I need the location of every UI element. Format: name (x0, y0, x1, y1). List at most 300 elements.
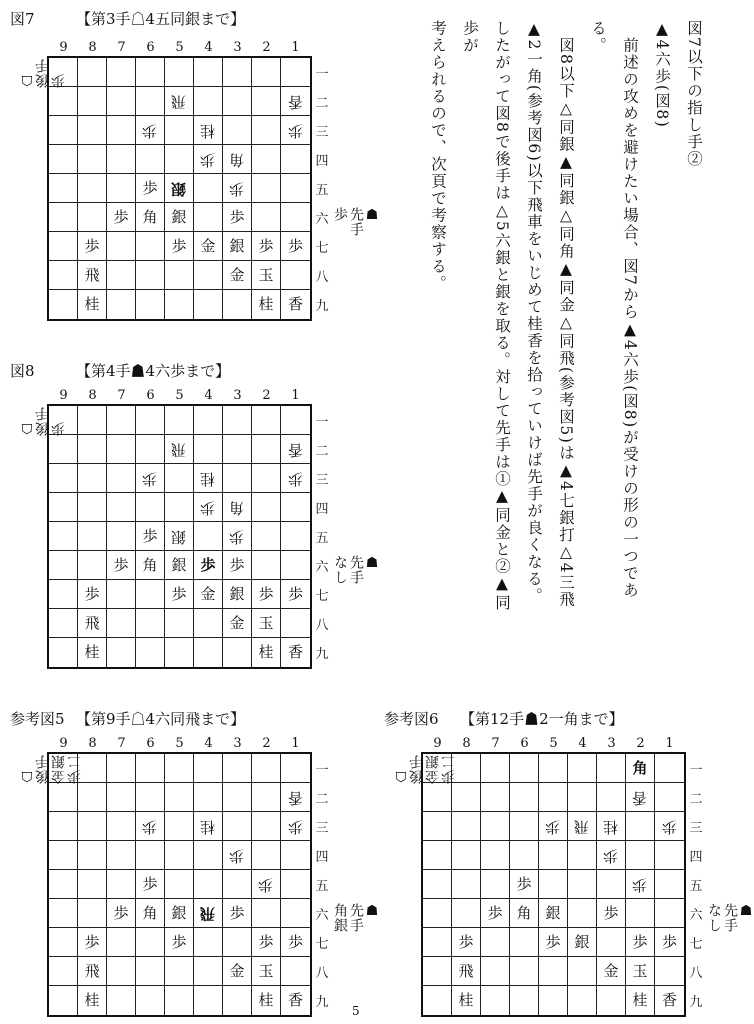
board-square (107, 957, 136, 986)
board-square (281, 986, 310, 1015)
board-square (655, 812, 684, 841)
board-square (49, 928, 78, 957)
board-square (423, 841, 452, 870)
gote-piece: 歩 (287, 817, 303, 836)
rank-number: 三 (315, 125, 329, 140)
board-square (539, 754, 568, 783)
board-square (78, 87, 107, 116)
board-square (481, 986, 510, 1015)
board-square (281, 899, 310, 928)
gote-piece: 飛 (171, 440, 187, 459)
board-square (107, 435, 136, 464)
board-square (252, 493, 281, 522)
board-square (281, 87, 310, 116)
file-number: 2 (636, 736, 645, 751)
board-square (165, 261, 194, 290)
gote-piece: 香 (287, 440, 303, 459)
board-square (223, 116, 252, 145)
shogi-board (47, 752, 312, 1017)
gote-hand-pieces: 歩 (51, 73, 67, 88)
board-square (223, 754, 252, 783)
board-square (194, 522, 223, 551)
board-square (452, 899, 481, 928)
gote-hand-pieces: 歩 (51, 421, 67, 436)
board-square (223, 957, 252, 986)
rank-number: 二 (315, 444, 329, 459)
gote-piece: 銀 (171, 527, 187, 546)
board-square (107, 580, 136, 609)
board-square (626, 928, 655, 957)
board-square (223, 841, 252, 870)
gote-hand (19, 58, 67, 88)
board-square (281, 116, 310, 145)
board-square (78, 841, 107, 870)
board-square (655, 899, 684, 928)
board-square (194, 899, 223, 928)
board-square (281, 957, 310, 986)
board-square (165, 522, 194, 551)
board-square (194, 957, 223, 986)
gote-hand-label: 後手 (409, 754, 425, 784)
board-square (281, 580, 310, 609)
sente-piece: 歩 (516, 874, 532, 893)
board-square (626, 812, 655, 841)
board-square (597, 812, 626, 841)
file-number: 3 (607, 736, 616, 751)
file-number: 5 (175, 736, 184, 751)
board-square (165, 87, 194, 116)
rank-number: 八 (689, 966, 703, 981)
board-square (165, 580, 194, 609)
gote-mark-icon: ☖ (19, 767, 35, 784)
board-square (49, 957, 78, 986)
sente-piece: 金 (200, 236, 216, 255)
sente-piece: 銀 (574, 932, 590, 951)
board-square (510, 754, 539, 783)
sente-piece: 香 (661, 991, 677, 1009)
board-square (107, 493, 136, 522)
file-number: 9 (59, 388, 68, 403)
board-square (252, 58, 281, 87)
board-square (194, 870, 223, 899)
board-square (223, 464, 252, 493)
gote-piece: 歩 (142, 817, 158, 836)
board-square (165, 986, 194, 1015)
gote-piece: 香 (632, 788, 648, 807)
board-square (423, 928, 452, 957)
gote-hand-pieces: 金銀歩二 (425, 754, 457, 784)
board-square (107, 609, 136, 638)
board-square (252, 232, 281, 261)
board-square (78, 638, 107, 667)
sente-piece: 歩 (84, 236, 100, 255)
board-square (136, 986, 165, 1015)
board-square (107, 203, 136, 232)
board-square (107, 899, 136, 928)
sente-piece: 歩 (603, 903, 619, 922)
diagram-title: 【第4手☗4六歩まで】 (76, 362, 231, 380)
file-number: 3 (233, 736, 242, 751)
board-square (252, 986, 281, 1015)
board-square (194, 986, 223, 1015)
rank-number: 六 (315, 908, 329, 923)
board-square (136, 754, 165, 783)
board-square (78, 406, 107, 435)
board-square (136, 87, 165, 116)
sente-piece: 銀 (171, 207, 187, 226)
board-square (510, 812, 539, 841)
article-line: ▲4六歩(図8) (653, 20, 671, 129)
board-square (452, 986, 481, 1015)
rank-number: 九 (689, 995, 703, 1010)
gote-piece: 香 (287, 92, 303, 111)
board-square (281, 609, 310, 638)
file-number: 5 (175, 40, 184, 55)
diagram-label: 参考図6 (384, 710, 439, 728)
board-square (107, 812, 136, 841)
board-square (223, 203, 252, 232)
board-square (655, 783, 684, 812)
gote-piece: 飛 (200, 904, 216, 923)
sente-piece: 香 (287, 295, 303, 313)
file-number: 2 (262, 736, 271, 751)
sente-piece: 歩 (258, 932, 274, 951)
board-square (78, 899, 107, 928)
rank-number: 七 (315, 937, 329, 952)
board-square (136, 957, 165, 986)
gote-piece: 歩 (200, 150, 216, 169)
rank-number: 一 (315, 415, 329, 430)
board-square (194, 609, 223, 638)
board-square (78, 551, 107, 580)
sente-piece: 飛 (84, 961, 100, 980)
sente-hand (706, 903, 754, 933)
board-square (568, 928, 597, 957)
gote-piece: 歩 (229, 527, 245, 546)
board-square (136, 870, 165, 899)
board-square (423, 899, 452, 928)
board-square (165, 116, 194, 145)
sente-piece: 角 (142, 555, 158, 574)
board-square (136, 406, 165, 435)
board-square (49, 87, 78, 116)
board-square (568, 783, 597, 812)
sente-piece: 銀 (171, 903, 187, 922)
board-square (107, 174, 136, 203)
board-square (107, 551, 136, 580)
board-square (78, 145, 107, 174)
board-square (194, 116, 223, 145)
board-square (194, 812, 223, 841)
board-square (165, 957, 194, 986)
board-square (49, 116, 78, 145)
board-square (655, 986, 684, 1015)
sente-piece: 金 (200, 584, 216, 603)
board-square (597, 841, 626, 870)
sente-piece: 玉 (258, 265, 274, 284)
board-square (194, 754, 223, 783)
board-square (78, 435, 107, 464)
board-square (78, 580, 107, 609)
file-numbers (49, 40, 310, 55)
rank-number: 六 (315, 560, 329, 575)
board-square (281, 493, 310, 522)
sente-piece: 歩 (287, 236, 303, 255)
sente-piece: 歩 (113, 555, 129, 574)
sente-piece: 桂 (84, 991, 100, 1009)
sente-piece: 角 (142, 207, 158, 226)
sente-mark-icon: ☗ (364, 903, 380, 920)
board-square (281, 232, 310, 261)
sente-piece: 歩 (287, 584, 303, 603)
file-number: 3 (233, 40, 242, 55)
board-square (597, 928, 626, 957)
board-square (281, 174, 310, 203)
board-square (107, 464, 136, 493)
board-square (78, 986, 107, 1015)
board-square (107, 841, 136, 870)
board-square (78, 783, 107, 812)
sente-hand-pieces: なし (706, 903, 722, 933)
sente-piece: 歩 (287, 932, 303, 951)
sente-hand-label: 先手 (348, 207, 364, 237)
sente-mark-icon: ☗ (364, 207, 380, 224)
board-square (423, 783, 452, 812)
sente-piece: 歩 (229, 207, 245, 226)
board-square (223, 899, 252, 928)
board-square (481, 754, 510, 783)
rank-number: 九 (315, 299, 329, 314)
board-square (252, 841, 281, 870)
board-square (539, 812, 568, 841)
shogi-board (47, 404, 312, 669)
file-number: 7 (117, 40, 126, 55)
rank-number: 二 (689, 792, 703, 807)
board-square (481, 783, 510, 812)
board-square (136, 899, 165, 928)
sente-hand (332, 207, 380, 237)
board-square (539, 783, 568, 812)
board-square (165, 783, 194, 812)
board-square (252, 899, 281, 928)
rank-number: 九 (315, 647, 329, 662)
board-square (49, 783, 78, 812)
sente-mark-icon: ☗ (738, 903, 754, 920)
board-square (223, 638, 252, 667)
board-square (49, 609, 78, 638)
shogi-board (47, 56, 312, 321)
board-square (281, 203, 310, 232)
gote-piece: 桂 (200, 121, 216, 140)
board-square (78, 58, 107, 87)
board-square (49, 203, 78, 232)
board-square (252, 609, 281, 638)
sente-hand-label: 先手 (348, 903, 364, 933)
board-square (78, 174, 107, 203)
board-square (539, 841, 568, 870)
board-square (452, 812, 481, 841)
gote-piece: 歩 (229, 846, 245, 865)
sente-piece: 歩 (171, 932, 187, 951)
board-square (252, 812, 281, 841)
sente-piece: 歩 (200, 555, 216, 574)
board-square (165, 870, 194, 899)
board-square (136, 841, 165, 870)
shogi-board (421, 752, 686, 1017)
board-square (49, 464, 78, 493)
gote-piece: 桂 (200, 469, 216, 488)
sente-piece: 飛 (84, 265, 100, 284)
gote-hand-label: 後手 (35, 58, 51, 88)
board-square (49, 986, 78, 1015)
file-number: 8 (88, 736, 97, 751)
board-square (568, 870, 597, 899)
board-square (223, 493, 252, 522)
file-number: 7 (117, 388, 126, 403)
board-square (281, 928, 310, 957)
article-line: 図8以下△同銀▲同銀△同角▲同金△同飛(参考図5)は▲4七銀打△4三飛 (557, 20, 575, 609)
board-square (107, 261, 136, 290)
page-number: 5 (352, 1004, 360, 1018)
board-square (165, 232, 194, 261)
board-square (510, 783, 539, 812)
board-square (481, 928, 510, 957)
sente-piece: 歩 (258, 236, 274, 255)
board-square (252, 928, 281, 957)
gote-hand-pieces: 金銀歩二 (51, 754, 83, 784)
file-number: 4 (578, 736, 587, 751)
diagram-label: 図7 (10, 10, 35, 28)
board-square (136, 290, 165, 319)
board-square (568, 899, 597, 928)
board-square (223, 870, 252, 899)
sente-piece: 角 (632, 758, 648, 777)
board-square (136, 783, 165, 812)
board-square (49, 899, 78, 928)
rank-numbers (314, 406, 330, 667)
file-number: 8 (88, 388, 97, 403)
article-line: 図7以下の指し手② (685, 20, 703, 168)
gote-piece: 桂 (603, 817, 619, 836)
board-square (655, 754, 684, 783)
gote-piece: 飛 (574, 817, 590, 836)
sente-piece: 歩 (229, 903, 245, 922)
board-square (78, 116, 107, 145)
board-square (281, 464, 310, 493)
board-square (136, 58, 165, 87)
board-square (481, 899, 510, 928)
board-square (165, 899, 194, 928)
board-square (597, 957, 626, 986)
file-number: 6 (146, 40, 155, 55)
board-square (510, 899, 539, 928)
gote-piece: 角 (229, 150, 245, 169)
board-square (252, 116, 281, 145)
sente-piece: 歩 (171, 584, 187, 603)
gote-piece: 歩 (287, 121, 303, 140)
board-square (136, 145, 165, 174)
board-square (107, 783, 136, 812)
sente-piece: 飛 (84, 613, 100, 632)
board-square (136, 116, 165, 145)
board-square (252, 145, 281, 174)
file-number: 7 (117, 736, 126, 751)
board-square (107, 406, 136, 435)
gote-piece: 歩 (229, 179, 245, 198)
gote-hand (393, 754, 457, 784)
rank-number: 二 (315, 792, 329, 807)
board-square (165, 290, 194, 319)
board-square (223, 928, 252, 957)
rank-numbers (314, 58, 330, 319)
file-number: 7 (491, 736, 500, 751)
board-square (136, 812, 165, 841)
board-square (281, 812, 310, 841)
board-square (481, 870, 510, 899)
board-square (597, 899, 626, 928)
board-square (136, 174, 165, 203)
board-square (194, 145, 223, 174)
gote-piece: 歩 (661, 817, 677, 836)
board-square (252, 870, 281, 899)
gote-piece: 香 (287, 788, 303, 807)
board-square (194, 174, 223, 203)
board-square (510, 957, 539, 986)
rank-numbers (314, 754, 330, 1015)
board-square (281, 870, 310, 899)
board-square (252, 957, 281, 986)
board-square (194, 58, 223, 87)
board-square (136, 609, 165, 638)
board-square (452, 870, 481, 899)
file-number: 3 (233, 388, 242, 403)
board-square (49, 232, 78, 261)
gote-piece: 角 (229, 498, 245, 517)
board-square (281, 290, 310, 319)
board-square (597, 783, 626, 812)
sente-piece: 歩 (84, 584, 100, 603)
board-square (194, 638, 223, 667)
board-square (626, 841, 655, 870)
sente-piece: 銀 (229, 584, 245, 603)
board-square (78, 493, 107, 522)
board-square (568, 812, 597, 841)
board-square (78, 609, 107, 638)
file-number: 6 (146, 736, 155, 751)
file-number: 9 (59, 736, 68, 751)
board-square (78, 261, 107, 290)
rank-number: 一 (689, 763, 703, 778)
board-square (252, 783, 281, 812)
board-square (194, 783, 223, 812)
sente-piece: 銀 (171, 555, 187, 574)
board-square (78, 812, 107, 841)
board-square (165, 435, 194, 464)
board-square (252, 580, 281, 609)
board-square (107, 928, 136, 957)
board-square (281, 638, 310, 667)
board-square (281, 522, 310, 551)
sente-piece: 歩 (84, 932, 100, 951)
board-square (136, 493, 165, 522)
board-square (194, 580, 223, 609)
board-square (107, 290, 136, 319)
board-square (510, 841, 539, 870)
board-square (49, 580, 78, 609)
board-square (223, 580, 252, 609)
board-square (107, 870, 136, 899)
rank-number: 八 (315, 618, 329, 633)
